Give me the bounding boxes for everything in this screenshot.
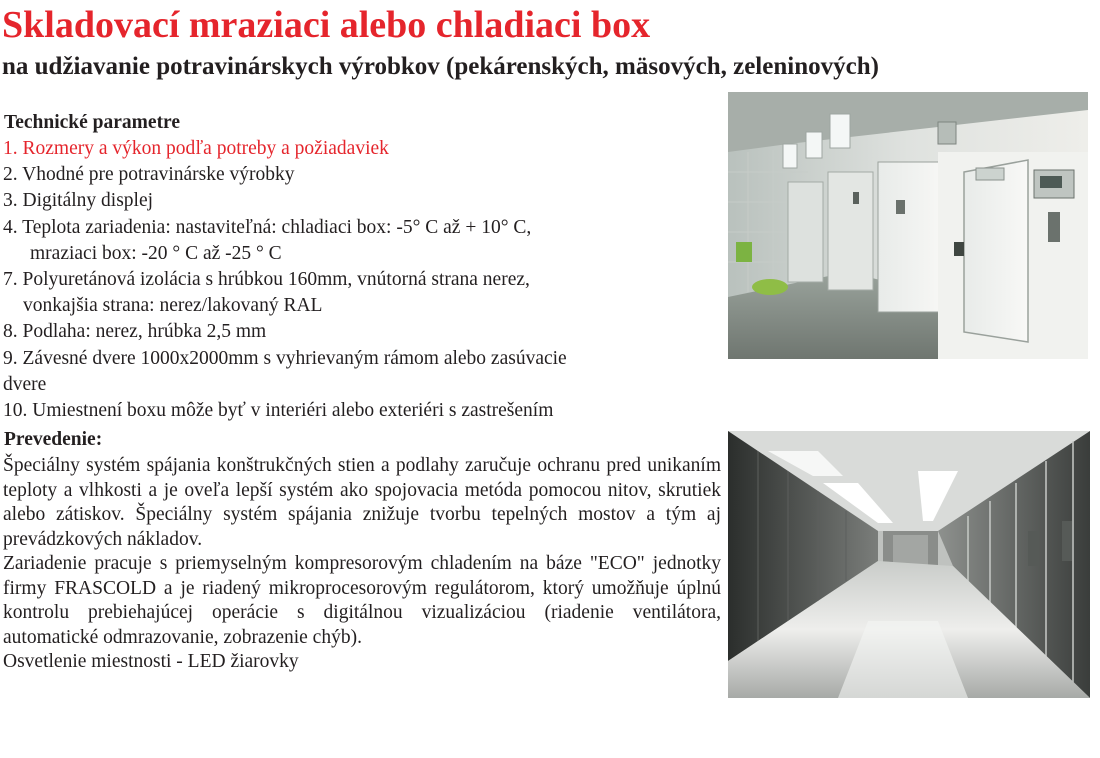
parameter-text: 10. Umiestnení boxu môže byť v interiéri alebo exteriéri s zastrešením [3,400,554,422]
parameter-text: 2. Vhodné pre potravinárske výrobky [3,164,295,186]
execution-text [3,454,721,675]
parameter-text: 4. Teplota zariadenia: nastaviteľná: chladiaci box: -5° C až + 10° C, [3,216,532,238]
page-subtitle: na udžiavanie potravinárskych výrobkov (pekárenských, mäsových, zeleninových) [2,53,879,80]
parameter-text: 8. Podlaha: nerez, hrúbka 2,5 mm [3,321,267,343]
execution-paragraph: Osvetlenie miestnosti - LED žiarovky [3,651,299,672]
technical-parameters-list [3,136,703,424]
parameter-text: 3. Digitálny displej [3,190,154,212]
execution-paragraph: Zariadenie pracuje s priemyselným kompresorovým chladením na báze "ECO" jednotky firmy FRASCOLD a je riadený mikroprocesorovým regulátorom, ktorý umožňuje úplnú kontrolu prebiehajúcej operácie s digitálnou vizualizáciou (riadenie ventilátora, automatické odmrazovanie, zobrazenie chýb). [3,553,721,648]
technical-parameters-heading: Technické parametre [4,112,181,133]
parameter-continuation: mraziaci box: -20 ° C až -25 ° C [30,242,282,264]
parameter-continuation: dvere [3,373,47,395]
technical-parameter-item [3,188,703,214]
cold-room-photo [728,92,1088,359]
technical-parameter-item [3,162,703,188]
page-title: Skladovací mraziaci alebo chladiaci box [2,4,651,46]
technical-parameter-item [3,319,703,345]
execution-heading: Prevedenie: [4,429,103,450]
technical-parameter-item [3,215,703,267]
parameter-text: 9. Závesné dvere 1000x2000mm s vyhrievaným rámom alebo zasúvacie [3,347,567,369]
technical-parameter-item [3,346,703,398]
technical-parameter-item [3,267,703,319]
technical-parameter-item [3,136,703,162]
parameter-continuation: vonkajšia strana: nerez/lakovaný RAL [23,295,323,317]
parameter-text: 1. Rozmery a výkon podľa potreby a požiadaviek [3,138,389,159]
technical-parameter-item [3,398,703,424]
parameter-text: 7. Polyuretánová izolácia s hrúbkou 160mm, vnútorná strana nerez, [3,269,530,291]
stainless-corridor-photo [728,431,1090,698]
execution-paragraph: Špeciálny systém spájania konštrukčných stien a podlahy zaručuje ochranu pred unikaním teploty a vlhkosti a je oveľa lepší systém ako spojovacia metóda pomocou nitov, skrutiek alebo zátiskov. Špeciálny systém spájania znižuje tvorbu tepelných mostov a tým aj prevádzkových nákladov. [3,455,721,550]
